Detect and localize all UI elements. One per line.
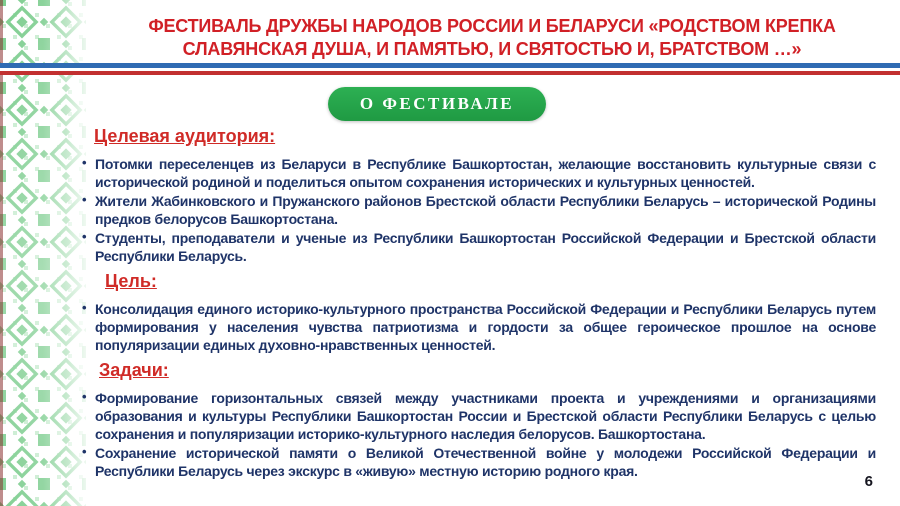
list-item-text: Консолидация единого историко-культурного пространства Российской Федерации и Республики Беларусь путем формирования у населения чувства патриотизма и гордости за общее героическое прошлое на основе популяризации единых духовно-нравственных ценностей. — [95, 301, 876, 353]
list-item — [80, 155, 876, 191]
list-item — [80, 192, 876, 228]
list-item-text: Потомки переселенцев из Беларуси в Республике Башкортостан, желающие восстановить культурные связи с исторической родиной и поделиться опытом сохранения исторических и культурных ценностей. — [95, 156, 876, 190]
tasks-list — [80, 389, 876, 480]
page-number: 6 — [864, 473, 873, 490]
list-item-text: Студенты, преподаватели и ученые из Республики Башкортостан Российской Федерации и Брестской области Республики Беларусь. — [95, 230, 876, 264]
bullet-icon: • — [82, 229, 87, 244]
flag-red-stripe — [0, 71, 900, 75]
ornament-border-icon — [0, 0, 86, 506]
bullet-icon: • — [82, 444, 87, 459]
bullet-icon: • — [82, 192, 87, 207]
about-festival-button[interactable]: О ФЕСТИВАЛЕ — [328, 87, 546, 121]
section-heading-audience: Целевая аудитория: — [94, 126, 276, 146]
bullet-icon: • — [82, 389, 87, 404]
bullet-icon: • — [82, 155, 87, 170]
slide-title: ФЕСТИВАЛЬ ДРУЖБЫ НАРОДОВ РОССИИ И БЕЛАРУСИ «РОДСТВОМ КРЕПКА СЛАВЯНСКАЯ ДУША, И ПАМЯТЬЮ, И СВЯТОСТЬЮ И, БРАТСТВОМ …» — [148, 16, 836, 59]
list-item-text: Жители Жабинковского и Пружанского районов Брестской области Республики Беларусь – исторической Родины предков белорусов Башкортостана. — [95, 193, 876, 227]
content-area — [80, 126, 876, 486]
bullet-icon: • — [82, 300, 87, 315]
goal-list — [80, 300, 876, 354]
list-item-text: Сохранение исторической памяти о Великой Отечественной войне у молодежи Российской Федерации и Республики Беларусь через экскурс в «живую» местную историю родного края. — [95, 445, 876, 479]
list-item — [80, 444, 876, 480]
list-item — [80, 229, 876, 265]
audience-list — [80, 155, 876, 265]
list-item — [80, 389, 876, 443]
section-heading-goal: Цель: — [105, 271, 157, 291]
list-item — [80, 300, 876, 354]
flag-divider — [0, 63, 900, 75]
list-item-text: Формирование горизонтальных связей между участниками проекта и учреждениями и организациями образования и культуры Республики Башкортостан России и Брестской области Республики Беларусь с целью сохранения и популяризации историко-культурного наследия белорусов. Башкортостана. — [95, 390, 876, 442]
section-heading-tasks: Задачи: — [99, 360, 169, 380]
